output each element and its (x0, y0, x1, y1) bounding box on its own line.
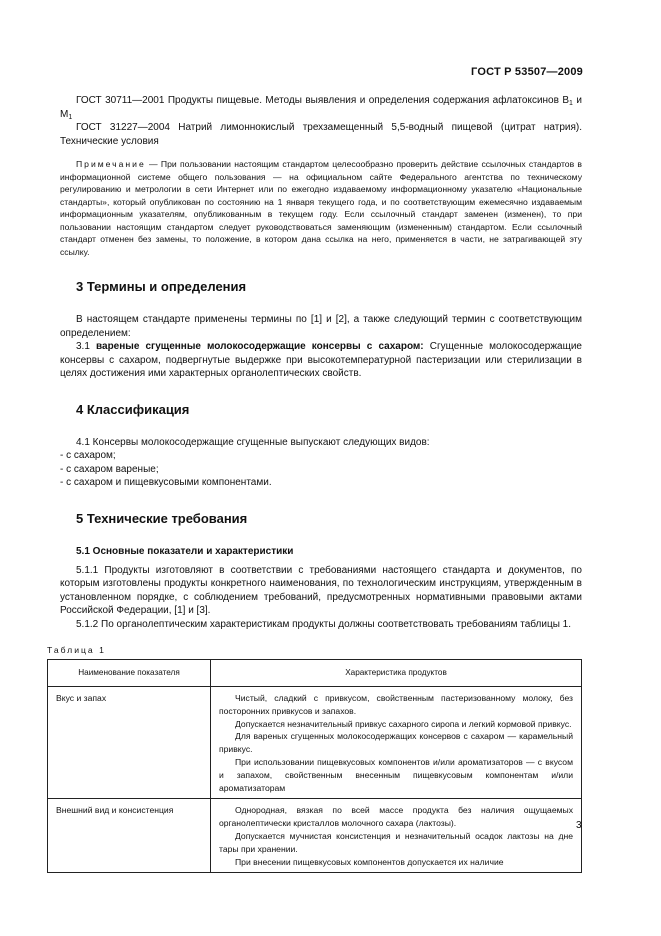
table-1 (47, 659, 582, 873)
table-row (48, 799, 582, 873)
reference-gost-31227: ГОСТ 31227—2004 Натрий лимоннокислый трехзамещенный 5,5-водный пищевой (цитрат натрия). Технические условия (60, 122, 582, 147)
classification-list (60, 449, 582, 490)
term-definition: Сгущенные молокосодержащие консервы с сахаром, подвергнутые выдержке при высокотемпературной пастеризации или стерилизации в целях достижения ими характерных органолептических свойств. (60, 341, 582, 379)
list-item: - с сахаром и пищевкусовыми компонентами. (60, 477, 272, 488)
ref1-subscript-b: 1 (569, 100, 573, 107)
term-name: вареные сгущенные молокосодержащие консервы с сахаром: (96, 341, 424, 352)
section-4-title: 4 Классификация (76, 401, 190, 417)
table-header-row (48, 660, 582, 687)
table-cell-name: Вкус и запах (48, 687, 211, 799)
page-number: 3 (576, 820, 582, 831)
cell-paragraph: Допускается мучнистая консистенция и незначительный осадок лактозы на дне тары при хранении. (219, 830, 573, 854)
ref1-mid: и M (60, 95, 582, 120)
term-3-1 (60, 340, 582, 381)
cell-paragraph: Однородная, вязкая по всей массе продукта без наличия ощущаемых органолептически кристаллов молочного сахара (лактозы). (219, 805, 573, 829)
section-3-title: 3 Термины и определения (76, 279, 247, 294)
paragraph-5-1-2: 5.1.2 По органолептическим характеристикам продукты должны соответствовать требованиям таблицы 1. (76, 618, 571, 630)
paragraph-5-1-1: 5.1.1 Продукты изготовляют в соответствии с требованиями настоящего стандарта и документов, по которым изготовлены продукты конкретного наименования, по технологическим инструкциям, утвержденным в установленном порядке, с соблюдением требований, предусмотренных нормативными правовыми актами Российской Федерации, [1] и [3]. (60, 564, 582, 616)
ref1-text: ГОСТ 30711—2001 Продукты пищевые. Методы выявления и определения содержания афлатоксинов B (76, 95, 570, 106)
table-row (48, 687, 582, 799)
page-content (47, 94, 582, 873)
table-cell-characteristic (211, 687, 582, 799)
document-header: ГОСТ Р 53507—2009 (471, 66, 583, 78)
cell-paragraph: Чистый, сладкий с привкусом, свойственным пастеризованному молоку, без посторонних привкусов и запахов. (219, 693, 573, 716)
cell-paragraph: Для вареных сгущенных молокосодержащих консервов с сахаром — карамельный привкус. (219, 731, 573, 755)
table-header-name: Наименование показателя (48, 660, 211, 687)
table-caption: Таблица 1 (47, 645, 106, 655)
term-number: 3.1 (76, 341, 96, 352)
reference-gost-30711 (60, 94, 582, 121)
list-item: - с сахаром; (60, 450, 116, 461)
table-cell-characteristic (211, 799, 582, 873)
section-4-intro: 4.1 Консервы молокосодержащие сгущенные выпускают следующих видов: (76, 436, 430, 448)
note-text: — При пользовании настоящим стандартом целесообразно проверить действие ссылочных стандартов в информационной системе общего пользования — на официальном сайте Федерального агентства по техническому регулированию и метрологии в сети Интернет или по ежегодно издаваемому информационному указателю «Национальные стандарты», который опубликован по состоянию на 1 января текущего года, и по соответствующим ежемесячно издаваемым информационным указателям, опубликованным в текущем году. Если ссылочный стандарт заменен (изменен), то при пользовании настоящим стандартом следует руководствоваться заменяющим (измененным) стандартом. Если ссылочный стандарт отменен без замены, то положение, в котором дана ссылка на него, применяется в части, не затрагивающей эту ссылку. (60, 159, 582, 257)
table-cell-name: Внешний вид и консистенция (48, 799, 211, 873)
list-item: - с сахаром вареные; (60, 463, 159, 475)
note-paragraph (60, 158, 582, 258)
ref1-subscript-m: 1 (68, 113, 73, 121)
section-5-title: 5 Технические требования (76, 510, 248, 526)
note-label: Примечание (76, 159, 146, 169)
cell-paragraph: Допускается незначительный привкус сахарного сиропа и легкий кормовой привкус. (235, 718, 572, 729)
table-header-characteristic: Характеристика продуктов (211, 660, 582, 687)
section-3-intro: В настоящем стандарте применены термины по [1] и [2], а также следующий термин с соответствующим определением: (60, 314, 582, 339)
cell-paragraph: При использовании пищевкусовых компонентов и/или ароматизаторов — с вкусом и запахом, свойственным внесенным пищевкусовым компонентам и/или ароматизаторам (219, 756, 573, 793)
cell-paragraph: При внесении пищевкусовых компонентов допускается их наличие (235, 856, 504, 867)
subsection-5-1-title: 5.1 Основные показатели и характеристики (76, 545, 294, 557)
